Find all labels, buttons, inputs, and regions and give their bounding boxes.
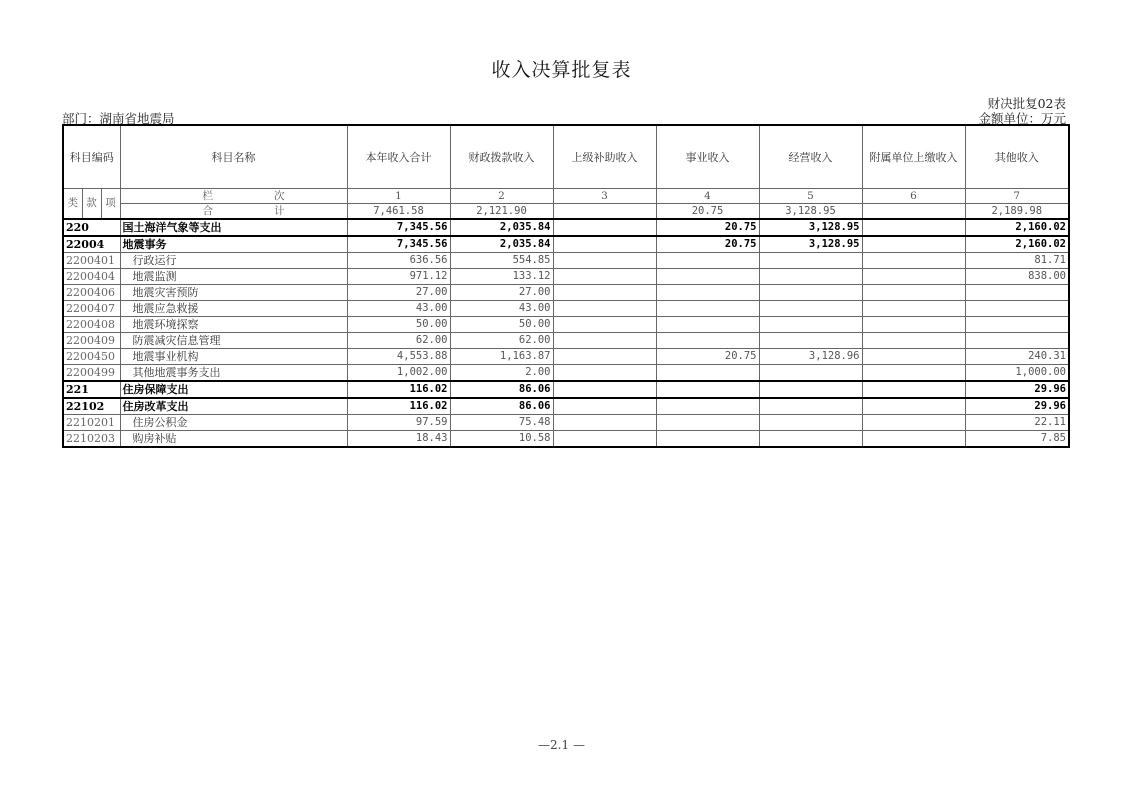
table-row bbox=[63, 253, 1069, 269]
table-row bbox=[63, 349, 1069, 365]
total-cell: 7,461.58 bbox=[347, 204, 450, 220]
subject-name: 地震环境探察 bbox=[120, 317, 347, 333]
amount-cell bbox=[553, 415, 656, 431]
amount-cell bbox=[656, 415, 759, 431]
label-lan: 栏 bbox=[202, 189, 213, 202]
amount-cell bbox=[759, 381, 862, 398]
total-cell bbox=[862, 204, 965, 220]
amount-cell bbox=[553, 333, 656, 349]
amount-cell bbox=[862, 317, 965, 333]
amount-cell: 10.58 bbox=[450, 431, 553, 448]
amount-cell: 86.06 bbox=[450, 381, 553, 398]
amount-cell: 2,035.84 bbox=[450, 236, 553, 253]
amount-cell bbox=[862, 269, 965, 285]
amount-cell bbox=[759, 333, 862, 349]
amount-cell: 75.48 bbox=[450, 415, 553, 431]
amount-cell: 2.00 bbox=[450, 365, 553, 382]
page-number: —2.1 — bbox=[538, 738, 585, 752]
subject-code: 2210201 bbox=[63, 415, 120, 431]
amount-cell: 50.00 bbox=[347, 317, 450, 333]
amount-cell: 29.96 bbox=[965, 398, 1069, 415]
subject-name: 其他地震事务支出 bbox=[120, 365, 347, 382]
amount-cell: 18.43 bbox=[347, 431, 450, 448]
department-label: 部门：湖南省地震局 bbox=[62, 111, 175, 126]
amount-cell: 62.00 bbox=[450, 333, 553, 349]
amount-cell bbox=[759, 317, 862, 333]
subject-name: 地震事务 bbox=[120, 236, 347, 253]
header-col-1: 本年收入合计 bbox=[347, 125, 450, 189]
amount-cell: 116.02 bbox=[347, 398, 450, 415]
amount-cell: 62.00 bbox=[347, 333, 450, 349]
amount-cell bbox=[862, 365, 965, 382]
amount-cell bbox=[862, 333, 965, 349]
table-row bbox=[63, 301, 1069, 317]
amount-cell: 27.00 bbox=[450, 285, 553, 301]
subject-name: 购房补贴 bbox=[120, 431, 347, 448]
amount-cell bbox=[759, 365, 862, 382]
amount-cell bbox=[553, 269, 656, 285]
subject-code: 2200450 bbox=[63, 349, 120, 365]
table-row bbox=[63, 269, 1069, 285]
amount-cell bbox=[553, 301, 656, 317]
label-lei: 类 bbox=[63, 189, 82, 220]
amount-cell bbox=[553, 365, 656, 382]
col-number: 1 bbox=[347, 189, 450, 204]
amount-cell: 1,002.00 bbox=[347, 365, 450, 382]
header-col-4: 事业收入 bbox=[656, 125, 759, 189]
table-row bbox=[63, 236, 1069, 253]
table-row bbox=[63, 365, 1069, 382]
label-he: 合 bbox=[202, 204, 213, 217]
unit-label: 金额单位：万元 bbox=[978, 111, 1066, 126]
table-row bbox=[63, 317, 1069, 333]
header-col-6: 附属单位上缴收入 bbox=[862, 125, 965, 189]
amount-cell bbox=[862, 301, 965, 317]
label-heji bbox=[120, 204, 347, 220]
subject-code: 2200401 bbox=[63, 253, 120, 269]
total-cell: 20.75 bbox=[656, 204, 759, 220]
amount-cell bbox=[759, 415, 862, 431]
subject-name: 地震监测 bbox=[120, 269, 347, 285]
amount-cell bbox=[656, 333, 759, 349]
header-col-7: 其他收入 bbox=[965, 125, 1069, 189]
amount-cell bbox=[553, 253, 656, 269]
total-cell: 3,128.95 bbox=[759, 204, 862, 220]
label-ji: 计 bbox=[274, 204, 285, 217]
header-col-3: 上级补助收入 bbox=[553, 125, 656, 189]
amount-cell: 2,160.02 bbox=[965, 219, 1069, 236]
amount-cell bbox=[553, 381, 656, 398]
amount-cell bbox=[759, 431, 862, 448]
amount-cell bbox=[656, 381, 759, 398]
amount-cell bbox=[965, 285, 1069, 301]
amount-cell bbox=[759, 398, 862, 415]
amount-cell: 20.75 bbox=[656, 349, 759, 365]
amount-cell bbox=[656, 317, 759, 333]
amount-cell: 1,000.00 bbox=[965, 365, 1069, 382]
header-code: 科目编码 bbox=[63, 125, 120, 189]
subject-code: 2200499 bbox=[63, 365, 120, 382]
subject-code: 22102 bbox=[63, 398, 120, 415]
table-row bbox=[63, 285, 1069, 301]
subject-code: 2200409 bbox=[63, 333, 120, 349]
amount-cell: 7,345.56 bbox=[347, 236, 450, 253]
page-title: 收入决算批复表 bbox=[491, 59, 632, 81]
amount-cell: 43.00 bbox=[450, 301, 553, 317]
col-number: 7 bbox=[965, 189, 1069, 204]
amount-cell bbox=[862, 219, 965, 236]
table-row bbox=[63, 415, 1069, 431]
amount-cell: 27.00 bbox=[347, 285, 450, 301]
amount-cell: 81.71 bbox=[965, 253, 1069, 269]
amount-cell bbox=[553, 317, 656, 333]
subject-code: 2200404 bbox=[63, 269, 120, 285]
header-row bbox=[63, 125, 1069, 189]
table-row bbox=[63, 381, 1069, 398]
amount-cell bbox=[862, 253, 965, 269]
subject-code: 2200406 bbox=[63, 285, 120, 301]
amount-cell bbox=[862, 349, 965, 365]
subject-code: 2200407 bbox=[63, 301, 120, 317]
header-name: 科目名称 bbox=[120, 125, 347, 189]
subject-name: 地震应急救援 bbox=[120, 301, 347, 317]
form-number: 财决批复02表 bbox=[987, 96, 1066, 111]
amount-cell: 43.00 bbox=[347, 301, 450, 317]
subject-name: 住房公积金 bbox=[120, 415, 347, 431]
amount-cell bbox=[759, 253, 862, 269]
amount-cell: 3,128.96 bbox=[759, 349, 862, 365]
amount-cell bbox=[965, 301, 1069, 317]
amount-cell bbox=[656, 431, 759, 448]
subject-code: 22004 bbox=[63, 236, 120, 253]
amount-cell bbox=[553, 349, 656, 365]
amount-cell bbox=[656, 365, 759, 382]
subject-code: 221 bbox=[63, 381, 120, 398]
amount-cell: 240.31 bbox=[965, 349, 1069, 365]
header-col-5: 经营收入 bbox=[759, 125, 862, 189]
col-number: 6 bbox=[862, 189, 965, 204]
subject-name: 行政运行 bbox=[120, 253, 347, 269]
amount-cell bbox=[553, 398, 656, 415]
amount-cell bbox=[862, 415, 965, 431]
income-table bbox=[62, 124, 1070, 448]
subject-name: 住房改革支出 bbox=[120, 398, 347, 415]
table-row bbox=[63, 398, 1069, 415]
col-number: 3 bbox=[553, 189, 656, 204]
amount-cell: 2,160.02 bbox=[965, 236, 1069, 253]
subject-name: 地震事业机构 bbox=[120, 349, 347, 365]
total-cell bbox=[553, 204, 656, 220]
amount-cell bbox=[862, 431, 965, 448]
col-number: 5 bbox=[759, 189, 862, 204]
amount-cell bbox=[656, 301, 759, 317]
amount-cell: 3,128.95 bbox=[759, 236, 862, 253]
amount-cell bbox=[656, 269, 759, 285]
subject-name: 防震减灾信息管理 bbox=[120, 333, 347, 349]
label-ci: 次 bbox=[274, 189, 285, 202]
amount-cell bbox=[553, 236, 656, 253]
amount-cell: 4,553.88 bbox=[347, 349, 450, 365]
total-cell: 2,121.90 bbox=[450, 204, 553, 220]
amount-cell: 7.85 bbox=[965, 431, 1069, 448]
amount-cell: 20.75 bbox=[656, 236, 759, 253]
subject-code: 220 bbox=[63, 219, 120, 236]
label-xiang: 项 bbox=[101, 189, 120, 220]
amount-cell bbox=[656, 398, 759, 415]
amount-cell: 554.85 bbox=[450, 253, 553, 269]
header-col-2: 财政拨款收入 bbox=[450, 125, 553, 189]
amount-cell bbox=[862, 285, 965, 301]
amount-cell: 1,163.87 bbox=[450, 349, 553, 365]
table-row bbox=[63, 219, 1069, 236]
amount-cell bbox=[862, 236, 965, 253]
amount-cell: 838.00 bbox=[965, 269, 1069, 285]
subject-name: 住房保障支出 bbox=[120, 381, 347, 398]
col-number: 2 bbox=[450, 189, 553, 204]
amount-cell: 971.12 bbox=[347, 269, 450, 285]
amount-cell bbox=[553, 219, 656, 236]
subject-code: 2200408 bbox=[63, 317, 120, 333]
amount-cell bbox=[759, 269, 862, 285]
amount-cell bbox=[553, 431, 656, 448]
total-cell: 2,189.98 bbox=[965, 204, 1069, 220]
amount-cell: 22.11 bbox=[965, 415, 1069, 431]
amount-cell bbox=[862, 398, 965, 415]
subject-code: 2210203 bbox=[63, 431, 120, 448]
subject-name: 地震灾害预防 bbox=[120, 285, 347, 301]
amount-cell: 86.06 bbox=[450, 398, 553, 415]
amount-cell: 636.56 bbox=[347, 253, 450, 269]
amount-cell bbox=[656, 285, 759, 301]
table-row bbox=[63, 333, 1069, 349]
subject-name: 国土海洋气象等支出 bbox=[120, 219, 347, 236]
amount-cell: 7,345.56 bbox=[347, 219, 450, 236]
col-number: 4 bbox=[656, 189, 759, 204]
amount-cell: 50.00 bbox=[450, 317, 553, 333]
amount-cell bbox=[656, 253, 759, 269]
amount-cell: 3,128.95 bbox=[759, 219, 862, 236]
amount-cell bbox=[862, 381, 965, 398]
column-number-row bbox=[63, 189, 1069, 204]
amount-cell: 29.96 bbox=[965, 381, 1069, 398]
amount-cell: 116.02 bbox=[347, 381, 450, 398]
table-row bbox=[63, 431, 1069, 448]
amount-cell bbox=[965, 333, 1069, 349]
total-row bbox=[63, 204, 1069, 220]
label-lanci bbox=[120, 189, 347, 204]
amount-cell: 20.75 bbox=[656, 219, 759, 236]
amount-cell: 2,035.84 bbox=[450, 219, 553, 236]
amount-cell bbox=[965, 317, 1069, 333]
amount-cell bbox=[759, 285, 862, 301]
amount-cell bbox=[553, 285, 656, 301]
amount-cell bbox=[759, 301, 862, 317]
amount-cell: 133.12 bbox=[450, 269, 553, 285]
amount-cell: 97.59 bbox=[347, 415, 450, 431]
label-kuan: 款 bbox=[82, 189, 101, 220]
